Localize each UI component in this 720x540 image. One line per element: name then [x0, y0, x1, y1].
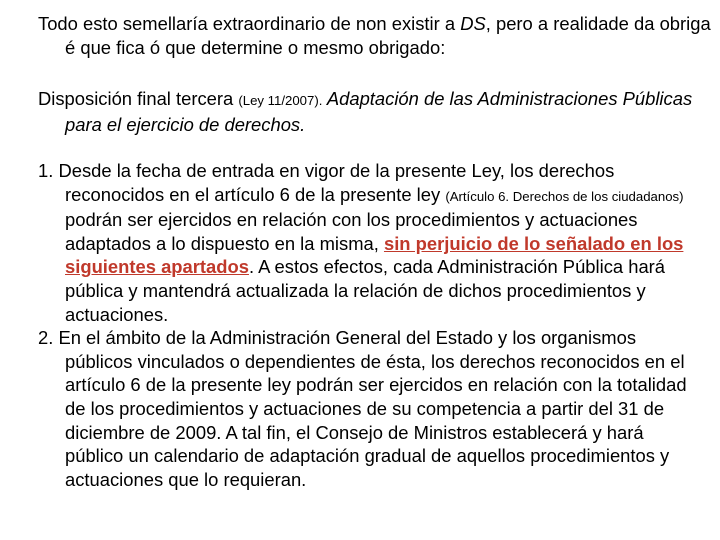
item-text: . A estos efectos, cada Administración Pública hará pública y mantendrá actualizada la relación de dichos procedimientos y actuaciones. [65, 256, 666, 325]
law-reference: (Ley 11/2007). [238, 93, 323, 108]
provision-label: Disposición final tercera [38, 88, 239, 109]
article-reference: (Artículo 6. Derechos de los ciudadanos) [445, 188, 684, 204]
provision-title: Adaptación de las Administraciones Públicas para el ejercicio de derechos. [65, 88, 693, 135]
list-item [38, 326, 688, 491]
ds-abbreviation: DS [460, 13, 486, 34]
item-number: 2. [38, 327, 54, 349]
item-number: 1. [38, 160, 54, 181]
item-text: En el ámbito de la Administración General del Estado y los organismos públicos vinculados o dependientes de ésta, los derechos reconocidos en el artículo 6 de la presente ley podrán ser ejercidos en relación con la totalidad de los procedimientos y actuaciones de su competencia a partir del 31 de diciembre de 2009. A tal fin, el Consejo de Ministros establecerá y hará público un calendario de adaptación gradual de aquellos procedimientos y actuaciones que lo requieran. [53, 327, 687, 490]
intro-paragraph [38, 12, 715, 59]
provision-items-list [38, 159, 688, 491]
item-text: Desde la fecha de entrada en vigor de la presente Ley, los derechos reconocidos en el artículo 6 de la presente ley [53, 160, 615, 205]
list-item [38, 159, 688, 326]
provision-heading [38, 87, 715, 136]
intro-text-start: Todo esto semellaría extraordinario de non existir a [38, 13, 461, 34]
item-text: podrán ser ejercidos en relación con los procedimientos y actuaciones adaptados a lo dispuesto en la misma, [65, 209, 638, 254]
intro-text-end: , pero a realidade da obriga é que fica ó que determine o mesmo obrigado: [65, 13, 711, 58]
highlighted-phrase: sin perjuicio de lo señalado en los siguientes apartados [65, 232, 684, 278]
